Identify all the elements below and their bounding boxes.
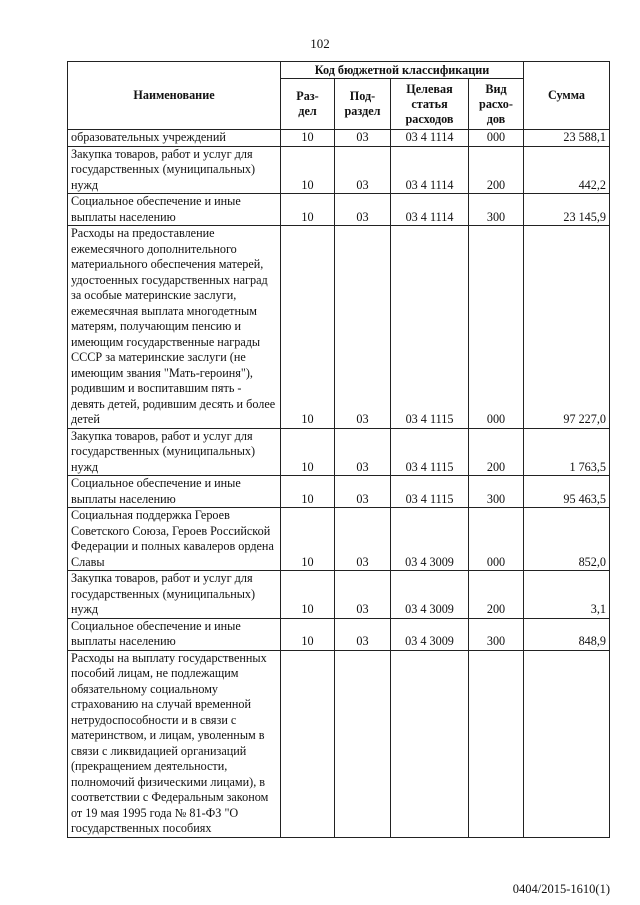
cell-subsection: 03 [335,428,391,476]
cell-subsection: 03 [335,618,391,650]
cell-amount: 23 588,1 [524,130,610,147]
header-name: Наименование [68,62,281,130]
cell-subsection: 03 [335,146,391,194]
cell-amount: 442,2 [524,146,610,194]
cell-subsection: 03 [335,476,391,508]
cell-target: 03 4 1114 [391,130,469,147]
document-code: 0404/2015-1610(1) [512,882,610,896]
header-subsection [335,79,391,130]
cell-name: Расходы на предоставление ежемесячного дополнительного материального обеспечения матерей, удостоенных государственных наград за особые материнские заслуги, ежемесячная выплата многодетным матерям, получающим пенсию и имеющим государственные награды СССР за материнские заслуги (не имеющим звания "Мать-героиня"), родившим и воспитавшим пять - девять детей, родившим десять и более детей [68,226,281,429]
header-type-label: Вид расхо- дов [479,81,513,126]
cell-section: 10 [281,130,335,147]
header-subsection-label: Под- раздел [344,89,381,118]
cell-amount: 848,9 [524,618,610,650]
cell-section [281,650,335,837]
cell-type [469,650,524,837]
cell-target: 03 4 1114 [391,194,469,226]
header-type [469,79,524,130]
cell-name: образовательных учреждений [68,130,281,147]
budget-table [67,61,610,838]
cell-target: 03 4 3009 [391,508,469,571]
cell-section: 10 [281,146,335,194]
table-row [68,146,610,194]
cell-name: Расходы на выплату государственных пособий лицам, не подлежащим обязательному социальному страхованию на случай временной нетрудоспособности и в связи с материнством, и лицам, уволенным в связи с ликвидацией организаций (прекращением деятельности, полномочий физическими лицами), в соответствии с Федеральным законом от 19 мая 1995 года № 81-ФЗ "О государственных пособиях [68,650,281,837]
cell-name: Социальное обеспечение и иные выплаты населению [68,476,281,508]
header-target [391,79,469,130]
cell-type: 300 [469,476,524,508]
cell-name: Закупка товаров, работ и услуг для государственных (муниципальных) нужд [68,571,281,619]
cell-type: 300 [469,618,524,650]
cell-target: 03 4 1114 [391,146,469,194]
header-section [281,79,335,130]
cell-amount: 95 463,5 [524,476,610,508]
page-number: 102 [310,36,330,51]
cell-subsection: 03 [335,130,391,147]
cell-name: Закупка товаров, работ и услуг для государственных (муниципальных) нужд [68,428,281,476]
cell-type: 000 [469,130,524,147]
table-row [68,428,610,476]
cell-amount: 1 763,5 [524,428,610,476]
cell-type: 000 [469,508,524,571]
header-amount: Сумма [524,62,610,130]
table-row [68,476,610,508]
cell-amount: 3,1 [524,571,610,619]
cell-type: 300 [469,194,524,226]
table-body [68,130,610,838]
table-row [68,194,610,226]
cell-section: 10 [281,428,335,476]
cell-section: 10 [281,226,335,429]
table-row [68,571,610,619]
cell-target: 03 4 1115 [391,428,469,476]
cell-subsection: 03 [335,508,391,571]
cell-name: Социальная поддержка Героев Советского Союза, Героев Российской Федерации и полных кавалеров ордена Славы [68,508,281,571]
table-row [68,226,610,429]
cell-amount [524,650,610,837]
cell-subsection [335,650,391,837]
cell-name: Закупка товаров, работ и услуг для государственных (муниципальных) нужд [68,146,281,194]
cell-amount: 23 145,9 [524,194,610,226]
cell-section: 10 [281,571,335,619]
table-header [68,62,610,130]
cell-name: Социальное обеспечение и иные выплаты населению [68,194,281,226]
cell-subsection: 03 [335,571,391,619]
cell-target: 03 4 3009 [391,571,469,619]
cell-amount: 97 227,0 [524,226,610,429]
header-target-label: Целевая статья расходов [405,81,454,126]
table-row [68,618,610,650]
cell-type: 200 [469,146,524,194]
header-classification-group: Код бюджетной классификации [281,62,524,79]
table-row [68,508,610,571]
cell-target: 03 4 1115 [391,476,469,508]
cell-section: 10 [281,194,335,226]
cell-amount: 852,0 [524,508,610,571]
cell-type: 200 [469,428,524,476]
cell-type: 200 [469,571,524,619]
table-row [68,650,610,837]
table-row [68,130,610,147]
cell-target: 03 4 3009 [391,618,469,650]
cell-section: 10 [281,508,335,571]
cell-subsection: 03 [335,194,391,226]
cell-section: 10 [281,476,335,508]
cell-target: 03 4 1115 [391,226,469,429]
cell-section: 10 [281,618,335,650]
cell-target [391,650,469,837]
cell-type: 000 [469,226,524,429]
cell-subsection: 03 [335,226,391,429]
header-section-label: Раз- дел [296,89,319,118]
cell-name: Социальное обеспечение и иные выплаты населению [68,618,281,650]
